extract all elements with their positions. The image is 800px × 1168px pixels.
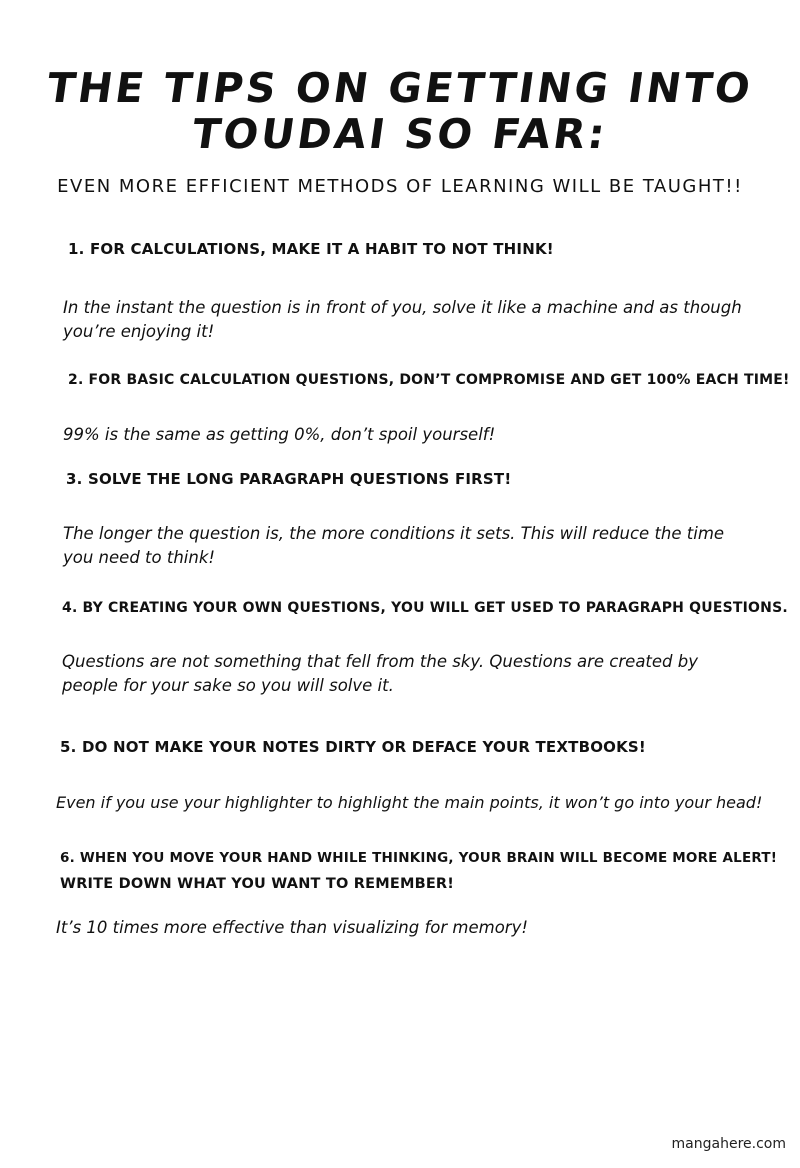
- tip-6-body: It’s 10 times more effective than visualizing for memory!: [56, 918, 528, 937]
- page-title-line-2: TOUDAI SO FAR:: [189, 110, 611, 158]
- tip-1-body: In the instant the question is in front of you, solve it like a machine and as though you’re enjoying it!: [63, 298, 742, 341]
- tip-4-heading: 4. BY CREATING YOUR OWN QUESTIONS, YOU WILL GET USED TO PARAGRAPH QUESTIONS.: [62, 600, 788, 616]
- tip-4-body: Questions are not something that fell from the sky. Questions are created by people for your sake so you will solve it.: [62, 652, 699, 695]
- tip-3-heading: 3. SOLVE THE LONG PARAGRAPH QUESTIONS FIRST!: [66, 470, 512, 488]
- tip-6-heading-line-1: 6. WHEN YOU MOVE YOUR HAND WHILE THINKING, YOUR BRAIN WILL BECOME MORE ALERT!: [60, 850, 778, 866]
- page-subtitle: EVEN MORE EFFICIENT METHODS OF LEARNING WILL BE TAUGHT!!: [57, 176, 743, 197]
- tip-5-body: Even if you use your highlighter to highlight the main points, it won’t go into your head!: [56, 793, 763, 812]
- tip-1-heading: 1. FOR CALCULATIONS, MAKE IT A HABIT TO NOT THINK!: [68, 240, 554, 258]
- page-title-line-1: THE TIPS ON GETTING INTO: [43, 64, 757, 112]
- tip-6-heading-line-2: WRITE DOWN WHAT YOU WANT TO REMEMBER!: [60, 876, 455, 892]
- watermark: mangahere.com: [671, 1136, 786, 1152]
- tip-2-body: 99% is the same as getting 0%, don’t spoil yourself!: [63, 425, 496, 444]
- tip-2-heading: 2. FOR BASIC CALCULATION QUESTIONS, DON’T COMPROMISE AND GET 100% EACH TIME!: [68, 372, 790, 388]
- tip-3-body: The longer the question is, the more conditions it sets. This will reduce the time you need to think!: [63, 524, 725, 567]
- tip-5-heading: 5. DO NOT MAKE YOUR NOTES DIRTY OR DEFACE YOUR TEXTBOOKS!: [60, 738, 646, 756]
